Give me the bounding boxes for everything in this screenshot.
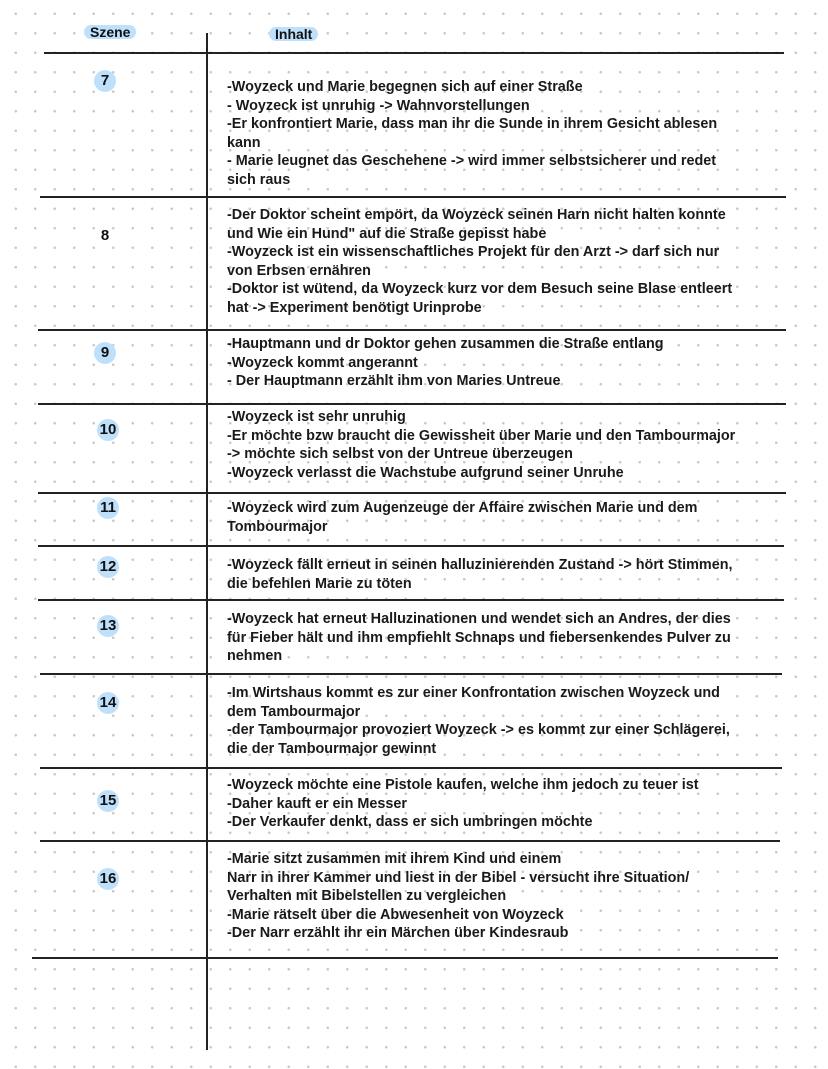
scene-content [227,78,807,189]
content-line: - Marie leugnet das Geschehene -> wird immer selbstsicherer und redet [227,153,717,169]
scene-number: 7 [94,70,116,92]
bottom-rule [32,957,778,959]
content-line: -Woyzeck möchte eine Pistole kaufen, welche ihm jedoch zu teuer ist [227,777,699,793]
scene-content [227,684,807,758]
content-line: dem Tambourmajor [227,703,361,720]
content-header: Inhalt [269,27,318,41]
scene-number: 8 [100,227,110,244]
content-line: Verhalten mit Bibelstellen zu vergleichen [227,888,507,904]
content-line: - Der Hauptmann erzählt ihm von Maries Untreue [227,373,561,389]
scene-content [227,206,807,317]
content-line: -Doktor ist wütend, da Woyzeck kurz vor dem Besuch seine Blase entleert [227,281,733,297]
row-divider [38,403,786,405]
content-line: -Marie rätselt über die Abwesenheit von Woyzeck [227,906,564,923]
content-line: Narr in ihrer Kammer und liest in der Bibel - versucht ihre Situation/ [227,869,690,886]
content-line: -Im Wirtshaus kommt es zur einer Konfrontation zwischen Woyzeck und [227,685,720,701]
content-line: -Woyzeck hat erneut Halluzinationen und wendet sich an Andres, der dies [227,611,731,627]
scene-number: 11 [97,497,119,519]
row-divider [38,545,784,547]
content-line: -Woyzeck ist sehr unruhig [227,409,406,425]
content-line: -Der Verkaufer denkt, dass er sich umbringen möchte [227,814,593,830]
row-divider [40,840,780,842]
content-line: - Woyzeck ist unruhig -> Wahnvorstellungen [227,97,530,114]
content-line: kann [227,134,261,151]
row-divider [40,767,782,769]
scene-number: 15 [97,790,119,812]
scene-number: 13 [97,615,119,637]
content-line: -der Tambourmajor provoziert Woyzeck -> es kommt zur einer Schlägerei, [227,722,730,738]
scene-header: Szene [84,25,136,39]
content-line: hat -> Experiment benötigt Urinprobe [227,299,482,316]
content-line: -Er konfrontiert Marie, dass man ihr die Sunde in ihrem Gesicht ablesen [227,116,718,132]
content-line: -Woyzeck ist ein wissenschaftliches Projekt für den Arzt -> darf sich nur [227,244,720,260]
scene-number: 14 [97,692,119,714]
row-divider [38,599,784,601]
scene-number: 16 [97,868,119,890]
scene-content [227,556,807,593]
content-line: nehmen [227,648,283,664]
scene-number: 12 [97,556,119,578]
scene-number: 10 [97,419,119,441]
scene-content [227,335,807,391]
content-line: -Woyzeck verlasst die Wachstube aufgrund seiner Unruhe [227,464,624,481]
content-line: -Marie sitzt zusammen mit ihrem Kind und einem [227,851,562,867]
scene-content [227,408,807,482]
row-divider [40,196,786,198]
scene-number: 9 [94,342,116,364]
content-line: die der Tambourmajor gewinnt [227,740,437,757]
content-line: -Woyzeck fällt erneut in seinen halluzinierenden Zustand -> hört Stimmen, [227,557,733,573]
content-line: -Er möchte bzw braucht die Gewissheit über Marie und den Tambourmajor [227,427,736,444]
content-line: -Woyzeck und Marie begegnen sich auf einer Straße [227,79,583,95]
content-line: Tombourmajor [227,518,328,535]
content-line: für Fieber hält und ihm empfiehlt Schnaps und fiebersenkendes Pulver zu [227,629,731,646]
content-line: und Wie ein Hund" auf die Straße gepisst habe [227,225,547,242]
row-divider [38,329,786,331]
content-line: von Erbsen ernähren [227,262,371,279]
header-rule [44,52,784,54]
scene-content [227,850,807,943]
content-line: -Der Narr erzählt ihr ein Märchen über Kindesraub [227,925,569,941]
content-line: -Hauptmann und dr Doktor gehen zusammen die Straße entlang [227,336,664,352]
scene-content [227,776,807,832]
content-line: -Der Doktor scheint empört, da Woyzeck seinen Harn nicht halten konnte [227,207,726,223]
content-line: -Woyzeck wird zum Augenzeuge der Affaire zwischen Marie und dem [227,500,698,516]
content-line: sich raus [227,171,291,188]
scene-content [227,499,807,536]
row-divider [40,673,782,675]
column-divider [206,33,208,1050]
content-line: -Daher kauft er ein Messer [227,795,407,812]
scene-content [227,610,807,666]
content-line: -Woyzeck kommt angerannt [227,354,418,371]
content-line: die befehlen Marie zu töten [227,575,412,592]
row-divider [38,492,786,494]
content-line: -> möchte sich selbst von der Untreue überzeugen [227,446,573,462]
